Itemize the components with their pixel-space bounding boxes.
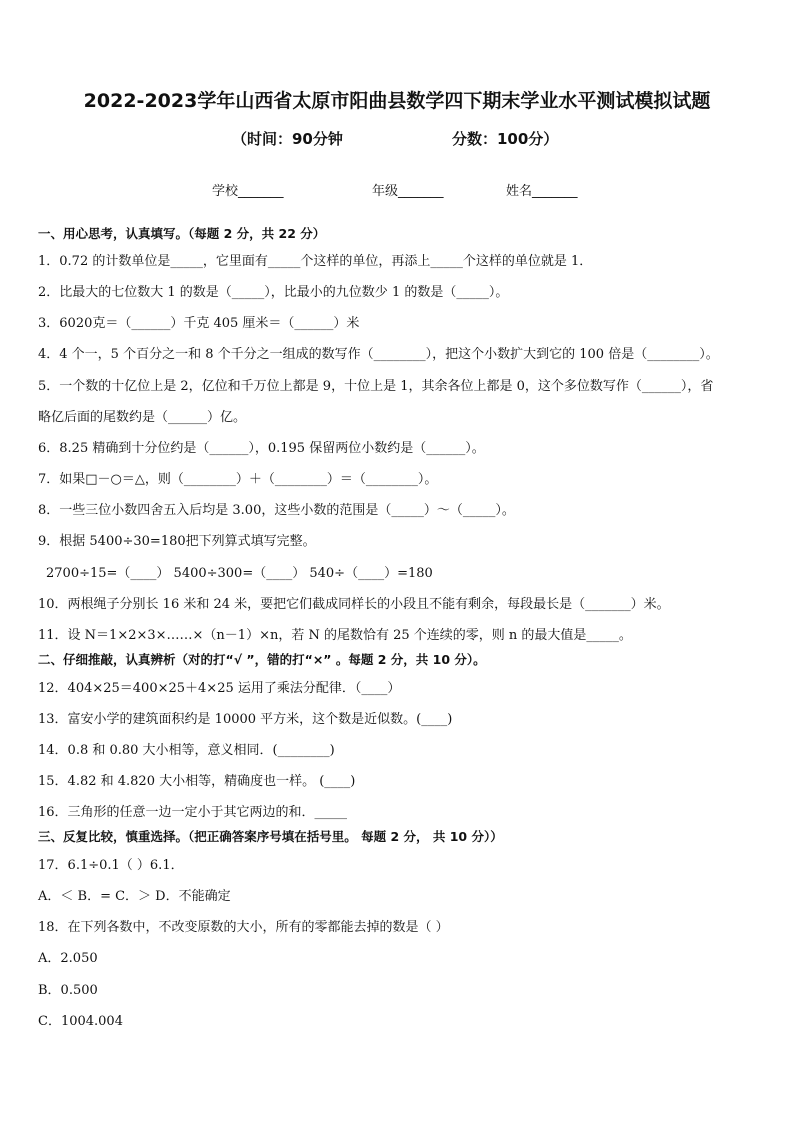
question-4: 4．4 个一，5 个百分之一和 8 个千分之一组成的数写作（________），把这个小数扩大到它的 100 倍是（________）。 (38, 347, 719, 362)
question-10: 10．两根绳子分别长 16 米和 24 米，要把它们截成同样长的小段且不能有剩余，每段最长是（_______）米。 (38, 597, 670, 612)
name-field: 姓名_______ (506, 184, 578, 199)
question-14: 14．0.8 和 0.80 大小相等，意义相同．(________) (38, 743, 335, 758)
question-8: 8．一些三位小数四舍五入后均是 3.00，这些小数的范围是（_____）～（_____）。 (38, 503, 515, 518)
question-1: 1．0.72 的计数单位是_____，它里面有_____个这样的单位，再添上_____个这样的单位就是 1． (38, 254, 593, 269)
exam-time: （时间：90分钟 (232, 130, 343, 148)
question-13: 13．富安小学的建筑面积约是 10000 平方米，这个数是近似数。(____) (38, 712, 453, 727)
question-16: 16．三角形的任意一边一定小于其它两边的和．_____ (38, 805, 348, 820)
exam-score: 分数：100分） (452, 130, 559, 148)
section-1-heading: 一、用心思考，认真填写。（每题 2 分，共 22 分） (38, 226, 326, 241)
question-17-options: A．＜ B．= C．＞ D．不能确定 (38, 889, 231, 904)
question-12: 12．404×25＝400×25＋4×25 运用了乘法分配律．（____） (38, 681, 401, 696)
grade-field: 年级_______ (372, 184, 444, 199)
question-18-option-c: C．1004.004 (38, 1014, 123, 1029)
question-15: 15．4.82 和 4.820 大小相等，精确度也一样。 (____) (38, 774, 356, 789)
question-6: 6．8.25 精确到十分位约是（______），0.195 保留两位小数约是（______）。 (38, 441, 485, 456)
question-2: 2．比最大的七位数大 1 的数是（_____），比最小的九位数少 1 的数是（_____）。 (38, 285, 509, 300)
question-11: 11．设 N＝1×2×3×……×（n－1）×n，若 N 的尾数恰有 25 个连续的零，则 n 的最大值是_____。 (38, 628, 632, 643)
question-9-items: 2700÷15=（____） 5400÷300=（____） 540÷（____）=180 (46, 566, 433, 581)
question-18-option-b: B．0.500 (38, 983, 98, 998)
question-3: 3．6020克＝（______）千克 405 厘米＝（______）米 (38, 316, 360, 331)
school-field: 学校_______ (212, 184, 284, 199)
question-7: 7．如果□－○＝△，则（________）＋（________）＝（________）。 (38, 472, 438, 487)
question-9: 9．根据 5400÷30=180把下列算式填写完整。 (38, 534, 316, 549)
question-18-option-a: A．2.050 (38, 951, 98, 966)
question-5-cont: 略亿后面的尾数约是（______）亿。 (38, 410, 247, 425)
question-18: 18．在下列各数中，不改变原数的大小，所有的零都能去掉的数是（ ） (38, 920, 449, 935)
section-3-heading: 三、反复比较，慎重选择。（把正确答案序号填在括号里。 每题 2 分， 共 10 分）） (38, 829, 503, 844)
question-17: 17．6.1÷0.1（ ）6.1． (38, 858, 184, 873)
section-2-heading: 二、仔细推敲，认真辨析（对的打“√ ”，错的打“×” 。每题 2 分，共 10 分）。 (38, 652, 486, 667)
page-title: 2022-2023学年山西省太原市阳曲县数学四下期末学业水平测试模拟试题 (83, 90, 711, 112)
question-5: 5．一个数的十亿位上是 2，亿位和千万位上都是 9，十位上是 1，其余各位上都是 0，这个多位数写作（______），省 (38, 379, 714, 394)
